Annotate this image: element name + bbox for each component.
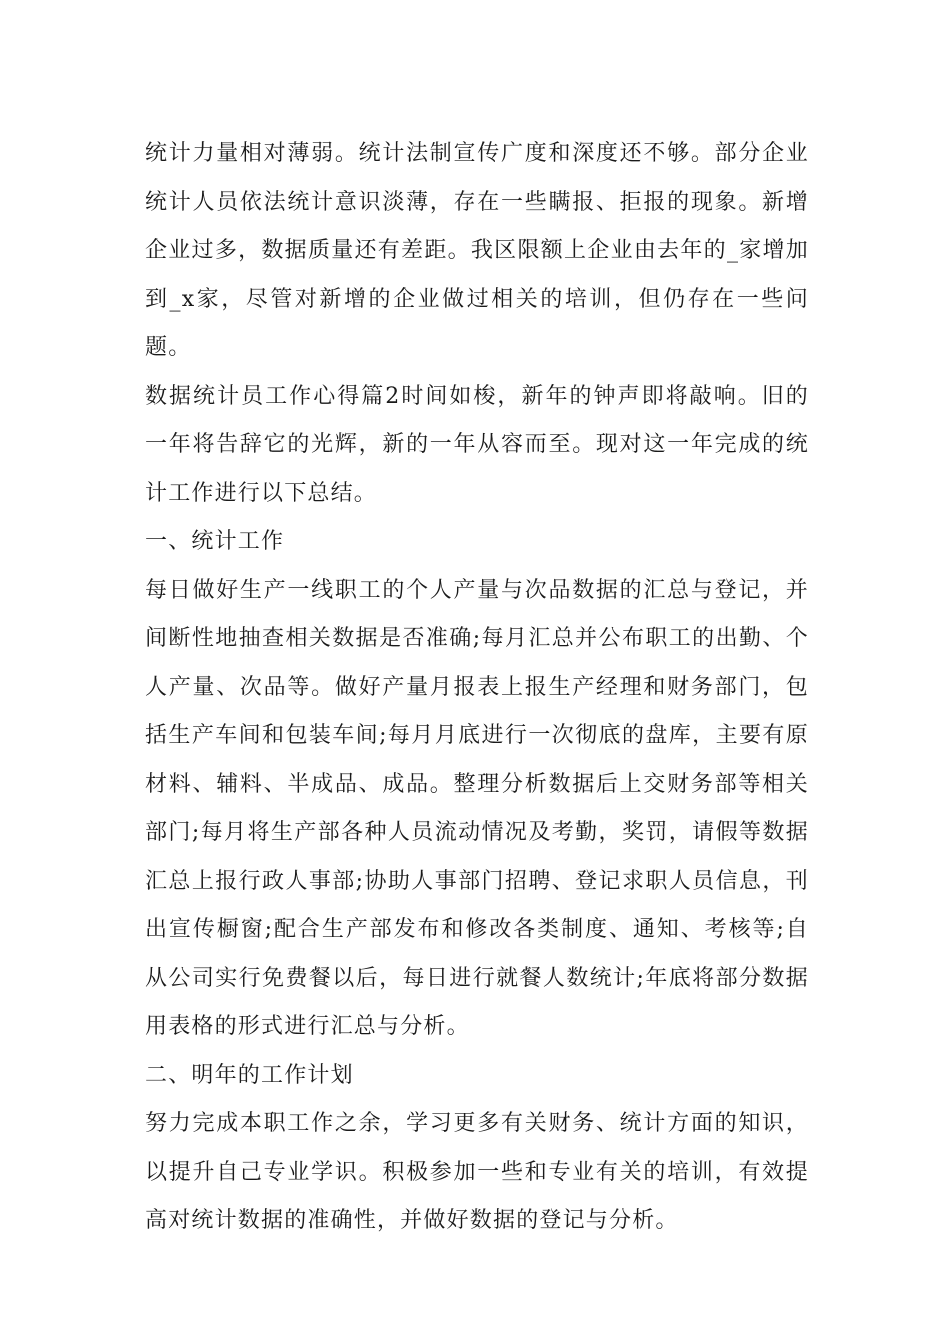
paragraph-statistics-weakness: 统计力量相对薄弱。统计法制宣传广度和深度还不够。部分企业统计人员依法统计意识淡薄，存在一些瞒报、拒报的现象。新增企业过多，数据质量还有差距。我区限额上企业由去年的_家增加到_x家，尽管对新增的企业做过相关的培训，但仍存在一些问题。	[145, 141, 809, 360]
paragraph-next-year-plan: 努力完成本职工作之余，学习更多有关财务、统计方面的知识，以提升自己专业学识。积极参加一些和专业有关的培训，有效提高对统计数据的准确性，并做好数据的登记与分析。	[145, 1111, 809, 1233]
document-body	[145, 130, 809, 1246]
section-heading-statistics-work: 一、统计工作	[145, 529, 285, 554]
paragraph-article-intro: 数据统计员工作心得篇2时间如梭，新年的钟声即将敲响。旧的一年将告辞它的光辉，新的一年从容而至。现对这一年完成的统计工作进行以下总结。	[145, 383, 809, 506]
section-heading-next-year-plan: 二、明年的工作计划	[145, 1062, 354, 1088]
paragraph-statistics-work-details: 每日做好生产一线职工的个人产量与次品数据的汇总与登记，并间断性地抽查相关数据是否准确;每月汇总并公布职工的出勤、个人产量、次品等。做好产量月报表上报生产经理和财务部门，包括生产车间和包装车间;每月月底进行一次彻底的盘库，主要有原材料、辅料、半成品、成品。整理分析数据后上交财务部等相关部门;每月将生产部各种人员流动情况及考勤，奖罚，请假等数据汇总上报行政人事部;协助人事部门招聘、登记求职人员信息，刊出宣传橱窗;配合生产部发布和修改各类制度、通知、考核等;自从公司实行免费餐以后，每日进行就餐人数统计;年底将部分数据用表格的形式进行汇总与分析。	[145, 577, 809, 1039]
